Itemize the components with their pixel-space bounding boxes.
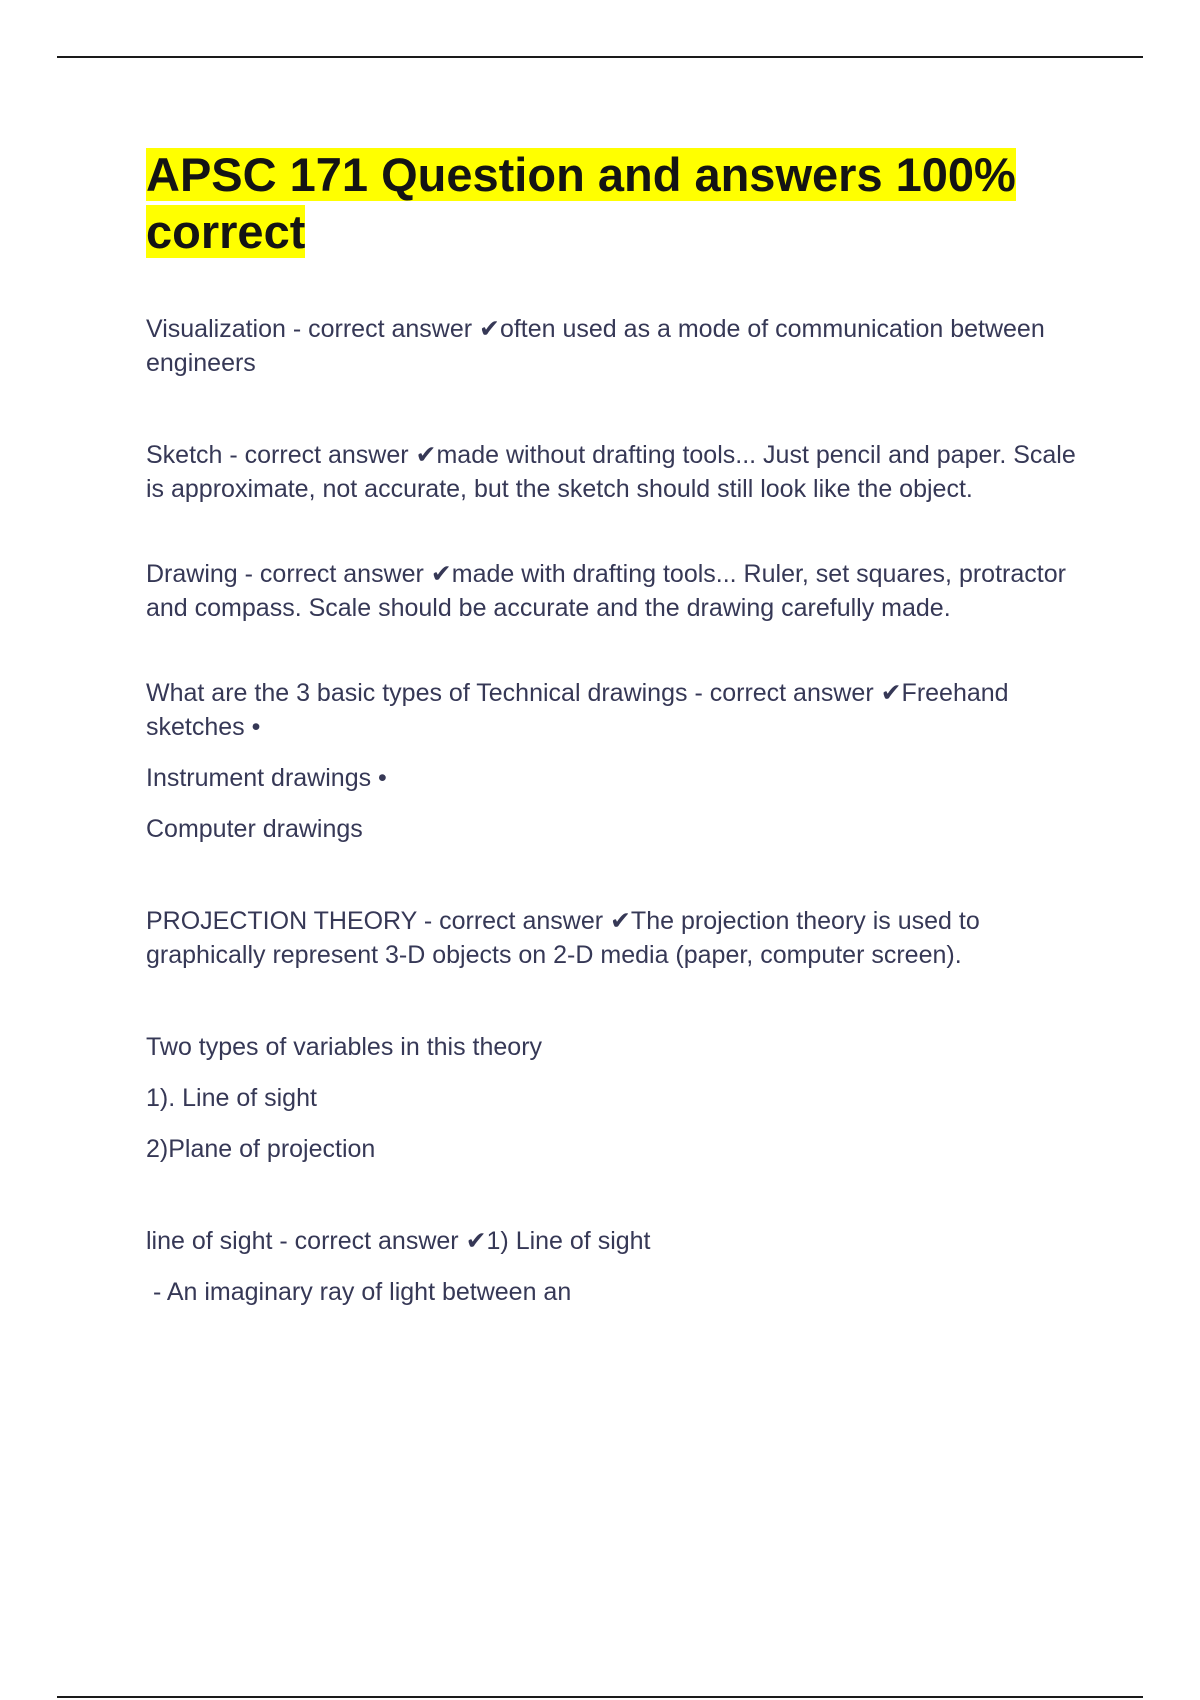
document-page [146, 146, 1086, 1309]
list-item: 1). Line of sight [146, 1084, 317, 1112]
document-title [146, 146, 1086, 260]
entry-visualization: Visualization - correct answer ✔often used as a mode of communication between engineers [146, 315, 1045, 377]
list-item: 2)Plane of projection [146, 1135, 376, 1163]
document-body [146, 312, 1086, 1309]
footer-rule [57, 1696, 1143, 1698]
entry-technical-drawing-types: What are the 3 basic types of Technical drawings - correct answer ✔Freehand sketches • [146, 679, 1009, 741]
entry-drawing: Drawing - correct answer ✔made with drafting tools... Ruler, set squares, protractor and compass. Scale should be accurate and the drawing carefully made. [146, 560, 1066, 622]
entry-sketch: Sketch - correct answer ✔made without drafting tools... Just pencil and paper. Scale is approximate, not accurate, but the sketch should still look like the object. [146, 441, 1076, 503]
entry-line-of-sight: line of sight - correct answer ✔1) Line of sight [146, 1227, 651, 1255]
list-item: Instrument drawings • [146, 764, 387, 792]
variables-heading: Two types of variables in this theory [146, 1033, 543, 1061]
line-of-sight-description: - An imaginary ray of light between an [146, 1278, 572, 1306]
highlighted-title-text: APSC 171 Question and answers 100% correct [146, 148, 1016, 258]
entry-projection-theory: PROJECTION THEORY - correct answer ✔The projection theory is used to graphically represent 3-D objects on 2-D media (paper, computer screen). [146, 907, 980, 969]
header-rule [57, 56, 1143, 58]
list-item: Computer drawings [146, 815, 363, 843]
